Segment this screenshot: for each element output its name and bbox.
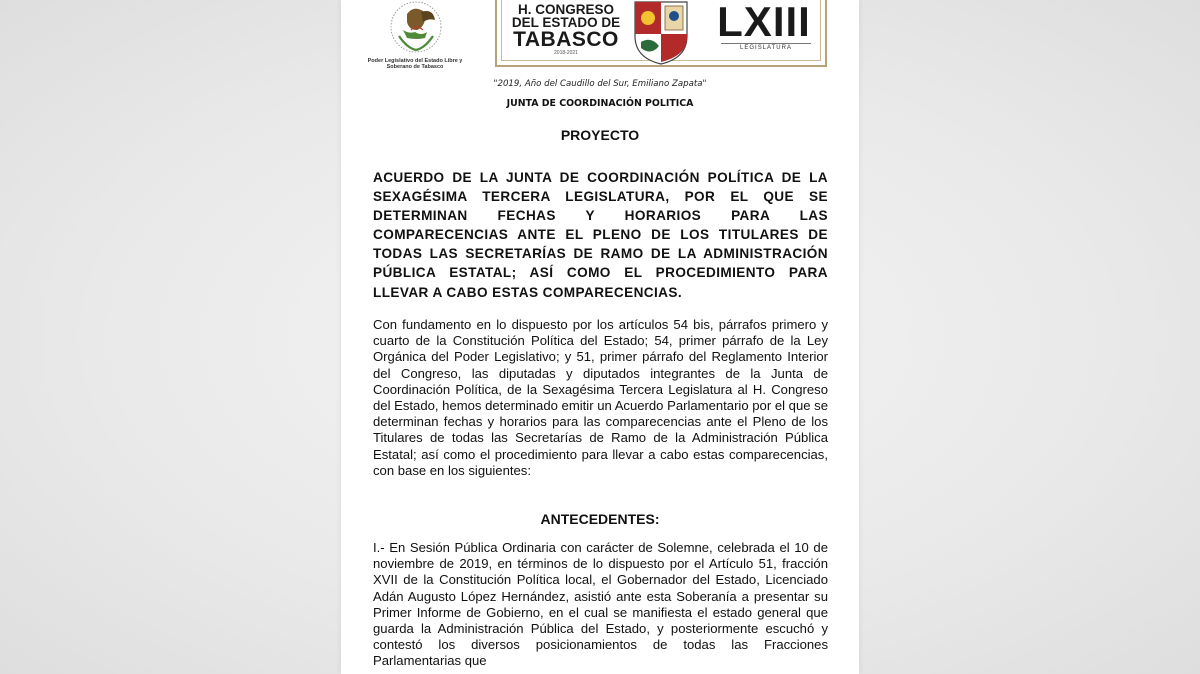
- document-heading: PROYECTO: [560, 127, 640, 143]
- congress-years: 2018-2021: [554, 50, 578, 56]
- legislature-number: LXIII: [717, 0, 811, 45]
- congress-name-line3: TABASCO: [513, 28, 619, 51]
- coat-of-arms-seal: [377, 0, 455, 56]
- congress-name: [507, 4, 625, 51]
- office-name: JUNTA DE COORDINACIÓN POLITICA: [506, 98, 694, 109]
- document-page: [341, 0, 859, 674]
- antecedent-paragraph-1: I.- En Sesión Pública Ordinaria con carácter de Solemne, celebrada el 10 de noviembre de 2019, en términos de lo dispuesto por el Artículo 51, fracción XVII de la Constitución Política local, el Gobernador del Estado, Licenciado Adán Augusto López Hernández, asistió ante esta Soberanía a presentar su Primer Informe de Gobierno, en el cual se manifiesta el estado general que guarda la Administración Pública del Estado, y posteriormente escuchó y contestó los diversos posicionamientos de todas las Fracciones Parlamentarias que: [373, 540, 828, 669]
- agreement-title: ACUERDO DE LA JUNTA DE COORDINACIÓN POLÍTICA DE LA SEXAGÉSIMA TERCERA LEGISLATURA, POR EL QUE SE DETERMINAN FECHAS Y HORARIOS PARA LAS COMPARECENCIAS ANTE EL PLENO DE LOS TITULARES DE TODAS LAS SECRETARÍAS DE RAMO DE LA ADMINISTRACIÓN PÚBLICA ESTATAL; ASÍ COMO EL PROCEDIMIENTO PARA LLEVAR A CABO ESTAS COMPARECENCIAS.: [373, 170, 828, 300]
- seal-caption: Poder Legislativo del Estado Libre y Soberano de Tabasco: [367, 58, 463, 71]
- congress-name-line1: H. CONGRESO: [517, 2, 614, 17]
- tabasco-shield-icon: [631, 0, 691, 66]
- congress-name-line2: DEL ESTADO DE: [511, 14, 621, 30]
- year-motto: "2019, Año del Caudillo del Sur, Emiliano Zapata": [493, 79, 707, 89]
- section-heading-antecedentes: ANTECEDENTES:: [540, 511, 660, 527]
- legislature-label: LEGISLATURA: [721, 43, 811, 51]
- preamble-paragraph: Con fundamento en lo dispuesto por los artículos 54 bis, párrafos primero y cuarto de la Constitución Política del Estado; 54, primer párrafo de la Ley Orgánica del Poder Legislativo; y 51, primer párrafo del Reglamento Interior del Congreso, las diputadas y diputados integrantes de la Junta de Coordinación Política, de la Sexagésima Tercera Legislatura al H. Congreso del Estado, hemos determinado emitir un Acuerdo Parlamentario por el que se determinan fechas y horarios para las comparecencias ante el Pleno de los Titulares de todas las Secretarías de Ramo de la Administración Pública Estatal; así como el procedimiento para llevar a cabo estas comparecencias, con base en los siguientes:: [373, 317, 828, 478]
- congress-header-frame: [495, 0, 827, 67]
